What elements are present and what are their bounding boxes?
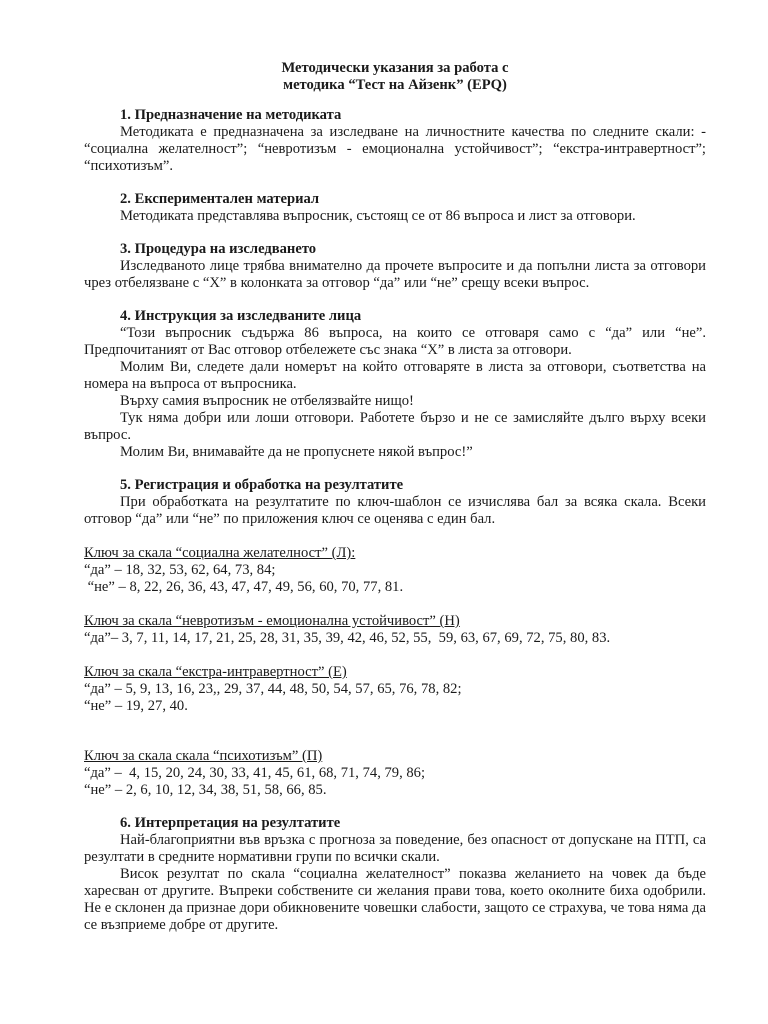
key-line: “да” – 4, 15, 20, 24, 30, 33, 41, 45, 61, 68, 71, 74, 79, 86; <box>84 765 426 781</box>
paragraph: Методиката представлява въпросник, състоящ се от 86 въпроса и лист за отговори. <box>120 208 636 224</box>
section-registration <box>84 477 706 528</box>
title-line-1: Методически указания за работа с <box>281 60 509 76</box>
title-line-2: методика “Тест на Айзенк” (EPQ) <box>283 77 507 93</box>
paragraph: Молим Ви, следете дали номерът на който отговаряте в листа за отговори, съответства на номера на въпроса от въпросника. <box>84 359 706 392</box>
section-interpretation <box>84 815 706 934</box>
paragraph: Методиката е предназначена за изследване на личностните качества по следните скали: - “социална желателност”; “невротизъм - емоционална устойчивост”; “екстра-интравертност”; “психотизъм”. <box>84 124 706 174</box>
section-heading: 1. Предназначение на методиката <box>120 107 342 123</box>
paragraph: Изследваното лице трябва внимателно да прочете въпросите и да попълни листа за отговори чрез отбелязване с “Х” в колонката за отговор “да” или “не” срещу всеки въпрос. <box>84 258 706 291</box>
section-heading: 2. Експериментален материал <box>120 191 320 207</box>
key-title: Ключ за скала “социална желателност” (Л): <box>84 545 356 561</box>
section-material <box>84 191 706 225</box>
key-line: “да” – 5, 9, 13, 16, 23,, 29, 37, 44, 48, 50, 54, 57, 65, 76, 78, 82; <box>84 681 462 697</box>
section-procedure <box>84 241 706 292</box>
section-heading: 3. Процедура на изследването <box>120 241 317 257</box>
key-title: Ключ за скала скала “психотизъм” (П) <box>84 748 323 764</box>
section-instructions <box>84 308 706 461</box>
paragraph: Молим Ви, внимавайте да не пропуснете някой въпрос!” <box>120 444 473 460</box>
key-neuroticism <box>84 613 706 647</box>
paragraph: “Този въпросник съдържа 86 въпроса, на които се отговаря само с “да” или “не”. Предпочитаният от Вас отговор отбележете със знака “Х” в листа за отговори. <box>84 325 706 358</box>
key-social-desirability <box>84 545 706 596</box>
section-heading: 6. Интерпретация на резултатите <box>120 815 341 831</box>
key-line: “да” – 18, 32, 53, 62, 64, 73, 84; <box>84 562 276 578</box>
section-purpose <box>84 107 706 175</box>
key-line: “не” – 19, 27, 40. <box>84 698 188 714</box>
key-extraversion <box>84 664 706 715</box>
paragraph: При обработката на резултатите по ключ-шаблон се изчислява бал за всяка скала. Всеки отговор “да” или “не” по приложения ключ се оценява с един бал. <box>84 494 706 527</box>
paragraph: Върху самия въпросник не отбелязвайте нищо! <box>120 393 414 409</box>
key-line: “не” – 8, 22, 26, 36, 43, 47, 47, 49, 56, 60, 70, 77, 81. <box>84 579 404 595</box>
key-line: “да”– 3, 7, 11, 14, 17, 21, 25, 28, 31, 35, 39, 42, 46, 52, 55, 59, 63, 67, 69, 72, 75, 80, 83. <box>84 630 611 646</box>
section-heading: 5. Регистрация и обработка на резултатите <box>120 477 404 493</box>
document-page <box>84 60 706 934</box>
paragraph: Най-благоприятни във връзка с прогноза за поведение, без опасност от допускане на ПТП, са резултати в средните нормативни групи по всички скали. <box>84 832 706 865</box>
key-title: Ключ за скала “невротизъм - емоционална устойчивост” (Н) <box>84 613 460 629</box>
section-heading: 4. Инструкция за изследваните лица <box>120 308 362 324</box>
paragraph: Висок резултат по скала “социална желателност” показва желанието на човек да бъде харесван от другите. Въпреки собствените си желания прави това, което околните биха одобрили. Не е склонен да признае дори обикновените човешки слабости, защото се страхува, че това няма да се възприеме добре от другите. <box>84 866 706 933</box>
key-psychoticism <box>84 748 706 799</box>
paragraph: Тук няма добри или лоши отговори. Работете бързо и не се замисляйте дълго върху всеки въпрос. <box>84 410 706 443</box>
key-line: “не” – 2, 6, 10, 12, 34, 38, 51, 58, 66, 85. <box>84 782 327 798</box>
key-title: Ключ за скала “екстра-интравертност” (Е) <box>84 664 347 680</box>
document-title <box>84 60 706 94</box>
